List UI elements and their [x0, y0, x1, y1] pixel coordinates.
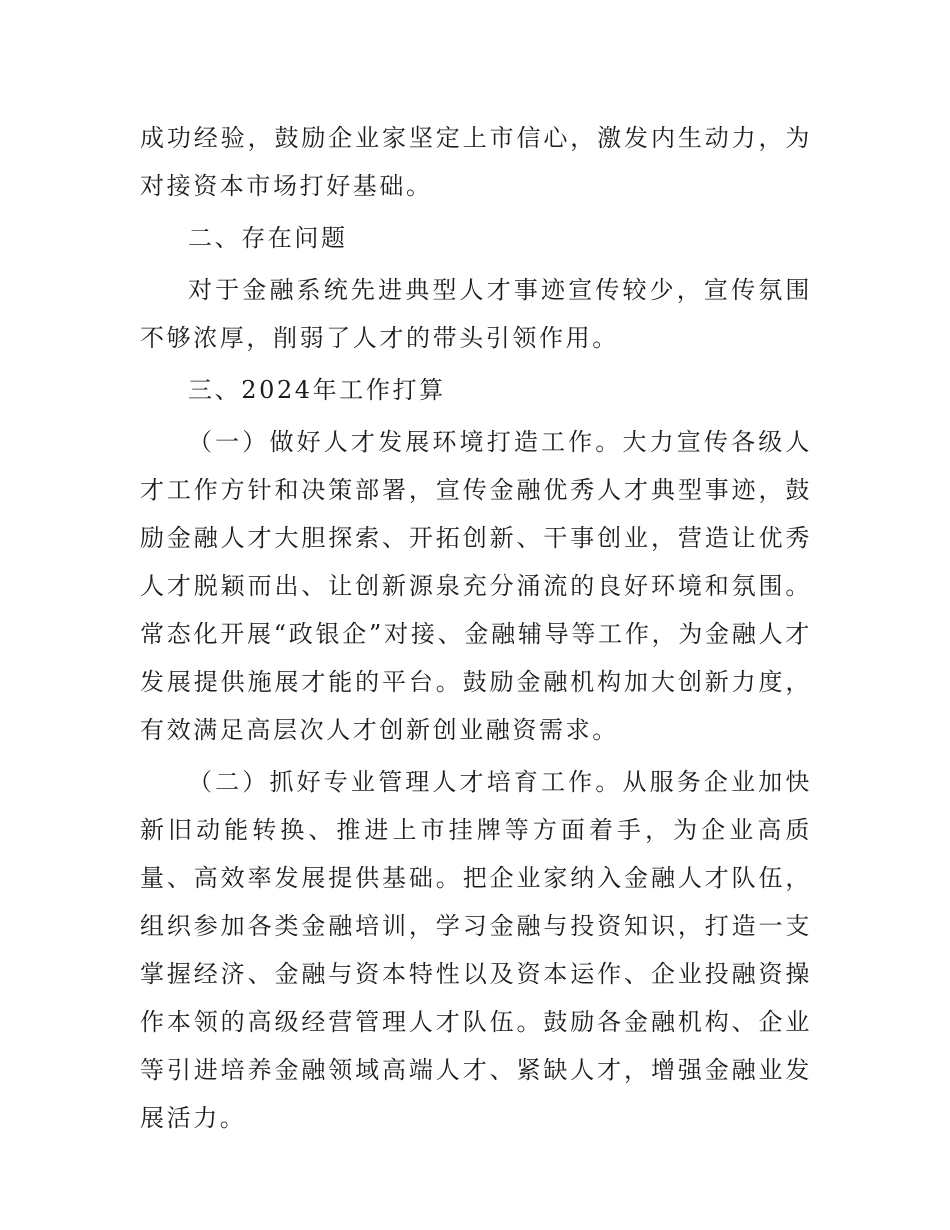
continuation-paragraph: 成功经验，鼓励企业家坚定上市信心，激发内生动力，为对接资本市场打好基础。	[140, 124, 812, 200]
plan-item-2-paragraph: （二）抓好专业管理人才培育工作。从服务企业加快新旧动能转换、推进上市挂牌等方面着手，为企业高质量、高效率发展提供基础。把企业家纳入金融人才队伍，组织参加各类金融培训，学习金融与投资知识，打造一支掌握经济、金融与资本特性以及资本运作、企业投融资操作本领的高级经营管理人才队伍。鼓励各金融机构、企业等引进培养金融领域高端人才、紧缺人才，增强金融业发展活力。	[140, 768, 812, 1132]
plan-item-1-paragraph: （一）做好人才发展环境打造工作。大力宣传各级人才工作方针和决策部署，宣传金融优秀人才典型事迹，鼓励金融人才大胆探索、开拓创新、干事创业，营造让优秀人才脱颖而出、让创新源泉充分涌流的良好环境和氛围。常态化开展“政银企”对接、金融辅导等工作，为金融人才发展提供施展才能的平台。鼓励金融机构加大创新力度，有效满足高层次人才创新创业融资需求。	[140, 428, 812, 744]
problems-paragraph: 对于金融系统先进典型人才事迹宣传较少，宣传氛围不够浓厚，削弱了人才的带头引领作用。	[140, 276, 812, 352]
section-heading-plan: 三、2024年工作打算	[188, 376, 446, 404]
section-heading-problems: 二、存在问题	[188, 224, 348, 252]
document-body	[140, 114, 812, 1146]
